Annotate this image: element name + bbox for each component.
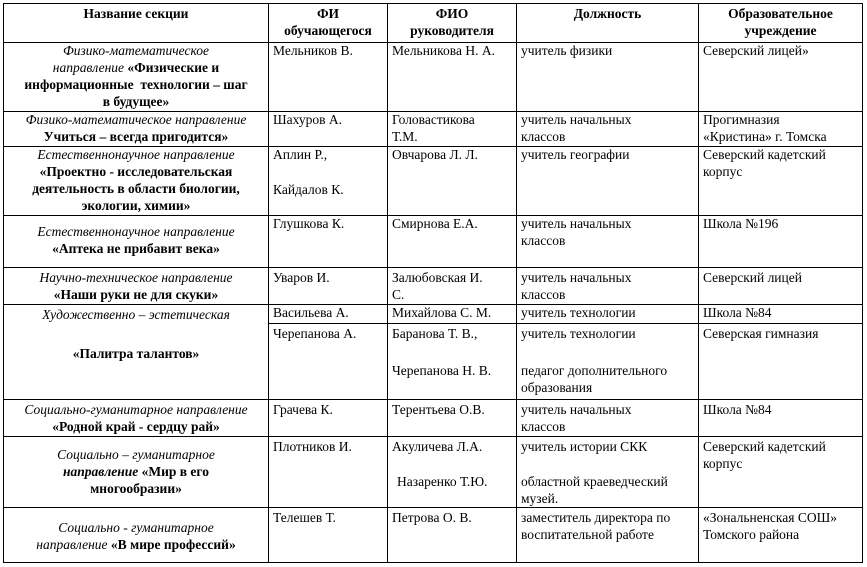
section-title: «Палитра талантов»	[72, 346, 200, 361]
position: классов	[521, 233, 566, 248]
column-divider	[387, 3, 388, 563]
section-name: направление	[52, 60, 128, 75]
position: областной краеведческий	[521, 474, 668, 489]
position: учитель истории СКК	[521, 439, 648, 454]
student-name: Черепанова А.	[273, 326, 357, 341]
position: учитель технологии	[521, 305, 636, 320]
institution: Прогимназия	[703, 112, 780, 127]
institution: Северский лицей	[703, 270, 802, 285]
leader-name: Михайлова С. М.	[392, 305, 492, 320]
section-name: Естественнонаучное направление	[37, 224, 235, 239]
position: классов	[521, 129, 566, 144]
position: учитель начальных	[521, 402, 632, 417]
position: учитель физики	[521, 43, 613, 58]
header-leader: ФИО	[435, 6, 469, 21]
position: образования	[521, 380, 593, 395]
section-title: в будущее»	[102, 94, 170, 109]
column-divider	[516, 3, 517, 563]
section-title: «Аптека не прибавит века»	[52, 241, 220, 256]
institution: корпус	[703, 164, 743, 179]
table-border-top	[3, 3, 862, 4]
section-title: «В мире профессий»	[110, 537, 236, 552]
student-name: Глушкова К.	[273, 216, 345, 231]
section-title: «Мир в его	[141, 464, 209, 479]
institution: «Кристина» г. Томска	[703, 129, 827, 144]
header-leader: руководителя	[410, 23, 494, 38]
leader-name: С.	[392, 287, 405, 302]
leader-name: Черепанова Н. В.	[392, 363, 492, 378]
student-name: Шахуров А.	[273, 112, 342, 127]
position: педагог дополнительного	[521, 363, 668, 378]
position: классов	[521, 287, 566, 302]
institution: Томского района	[703, 527, 800, 542]
position: учитель начальных	[521, 216, 632, 231]
section-title: «Наши руки не для скуки»	[53, 287, 219, 302]
leader-name: Назаренко Т.Ю.	[397, 474, 488, 489]
leader-name: Головастикова	[392, 112, 475, 127]
section-title: «Физические и	[127, 60, 220, 75]
row-divider	[3, 399, 862, 400]
header-section: Название секции	[83, 6, 189, 21]
column-divider	[698, 3, 699, 563]
leader-name: Смирнова Е.А.	[392, 216, 478, 231]
position: заместитель директора по	[521, 510, 671, 525]
section-name: Естественнонаучное направление	[37, 147, 235, 162]
leader-name: Петрова О. В.	[392, 510, 472, 525]
table-border-bottom	[3, 562, 862, 563]
header-student: ФИ	[316, 6, 340, 21]
section-title: Учиться – всегда пригодится»	[43, 129, 229, 144]
section-title: «Проектно - исследовательская	[39, 164, 233, 179]
position: учитель начальных	[521, 112, 632, 127]
header-institution: Образовательное	[728, 6, 833, 21]
leader-name: Овчарова Л. Л.	[392, 147, 478, 162]
institution: Северский кадетский	[703, 439, 826, 454]
section-title: экологии, химии»	[81, 198, 191, 213]
header-student: обучающегося	[284, 23, 372, 38]
section-name: Социально - гуманитарное	[58, 520, 214, 535]
student-name: Грачева К.	[273, 402, 333, 417]
section-name	[4, 536, 268, 554]
position: воспитательной работе	[521, 527, 654, 542]
section-name: направление	[36, 537, 111, 552]
student-name: Мельников В.	[273, 43, 353, 58]
position: учитель начальных	[521, 270, 632, 285]
institution: корпус	[703, 456, 743, 471]
section-title: деятельность в области биологии,	[32, 181, 240, 196]
header-position: Должность	[573, 6, 642, 21]
section-name: Физико-математическое направление	[25, 112, 247, 127]
institution: Школа №196	[703, 216, 779, 231]
row-divider	[3, 267, 862, 268]
institution: Школа №84	[703, 402, 772, 417]
institution: «Зональненская СОШ»	[703, 510, 837, 525]
section-name: Социально – гуманитарное	[57, 447, 215, 462]
section-name: Художественно – эстетическая	[42, 307, 230, 322]
section-name: Социально-гуманитарное направление	[24, 402, 248, 417]
institution: Северский лицей»	[703, 43, 809, 58]
institution: Северский кадетский	[703, 147, 826, 162]
section-title: «Родной край - сердцу рай»	[52, 419, 220, 434]
row-divider	[3, 436, 862, 437]
section-name: Физико-математическое	[62, 43, 210, 58]
row-divider	[3, 507, 862, 508]
student-name: Аплин Р.,	[273, 147, 328, 162]
section-name: Научно-техническое направление	[39, 270, 233, 285]
section-name: направление	[63, 464, 142, 479]
position: учитель географии	[521, 147, 630, 162]
student-name: Васильева А.	[273, 305, 349, 320]
institution: Северская гимназия	[703, 326, 819, 341]
position: классов	[521, 419, 566, 434]
student-name: Уваров И.	[273, 270, 330, 285]
position: музей.	[521, 491, 559, 506]
section-title: многообразии»	[90, 481, 182, 496]
leader-name: Баранова Т. В.,	[392, 326, 478, 341]
position: учитель технологии	[521, 326, 636, 341]
header-institution: учреждение	[744, 23, 817, 38]
institution: Школа №84	[703, 305, 772, 320]
leader-name: Мельникова Н. А.	[392, 43, 495, 58]
subrow-divider	[268, 323, 862, 324]
table-border-right	[862, 3, 863, 563]
leader-name: Т.М.	[392, 129, 418, 144]
section-title: информационные технологии – шаг	[24, 77, 248, 92]
leader-name: Залюбовская И.	[392, 270, 483, 285]
student-name: Плотников И.	[273, 439, 352, 454]
leader-name: Акуличева Л.А.	[392, 439, 483, 454]
column-divider	[268, 3, 269, 563]
student-name: Телешев Т.	[273, 510, 336, 525]
section-name	[4, 59, 268, 77]
section-name	[4, 463, 268, 481]
student-name: Кайдалов К.	[273, 182, 344, 197]
leader-name: Терентьева О.В.	[392, 402, 485, 417]
